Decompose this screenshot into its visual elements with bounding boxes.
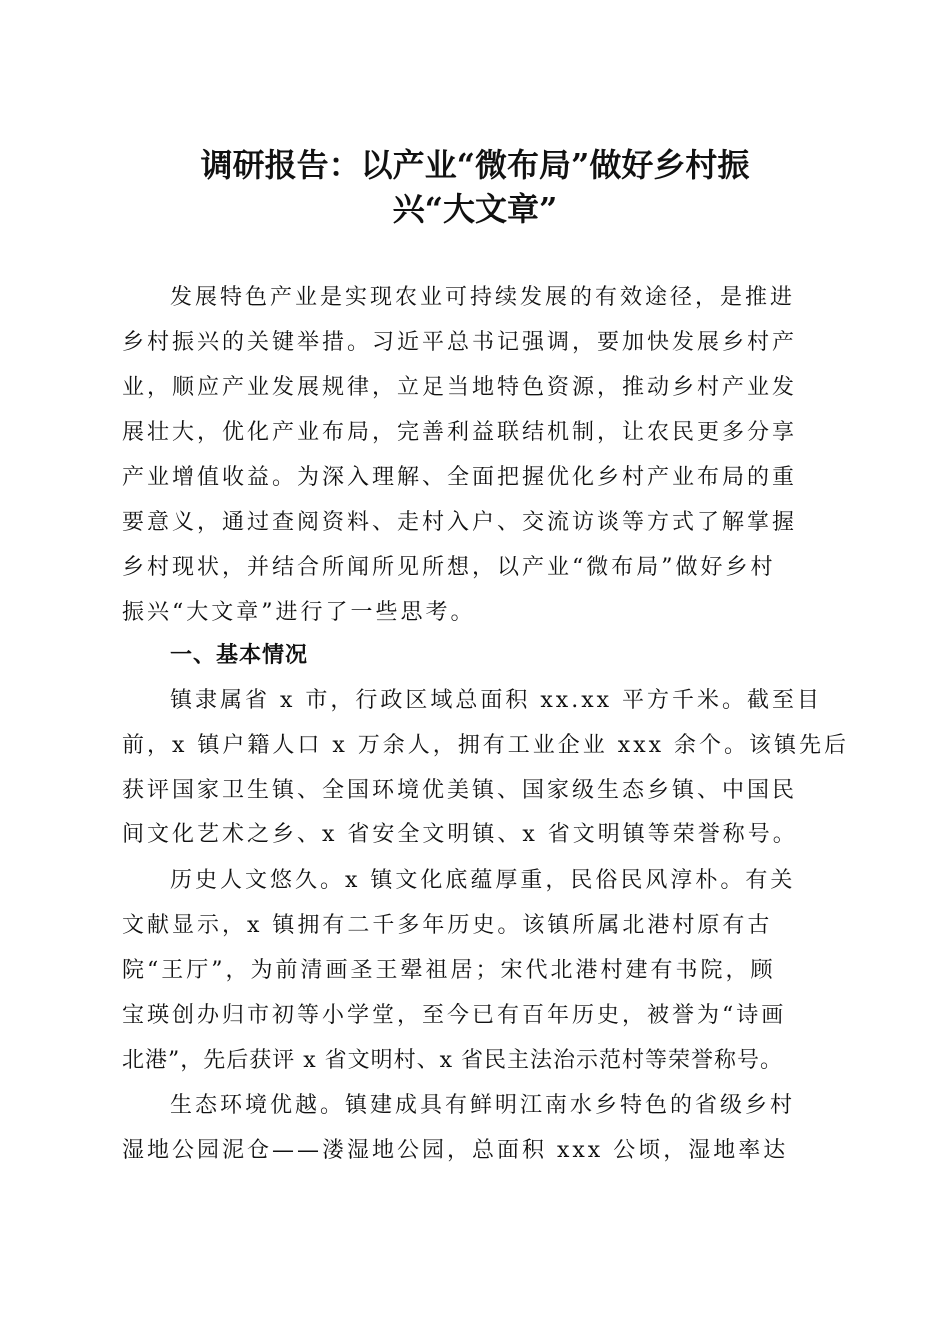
- basic-line: 前，x 镇户籍人口 x 万余人，拥有工业企业 xxx 余个。该镇先后: [122, 733, 850, 758]
- basic-line: 镇隶属省 x 市，行政区域总面积 xx.xx 平方千米。截至目: [170, 688, 823, 713]
- title-line-2: 兴“大文章”: [392, 190, 558, 228]
- history-line: 历史人文悠久。x 镇文化底蕴厚重，民俗民风淳朴。有关: [170, 868, 796, 893]
- intro-line: 乡村现状，并结合所闻所见所想，以产业“微布局”做好乡村: [122, 555, 776, 580]
- intro-line: 要意义，通过查阅资料、走村入户、交流访谈等方式了解掌握: [122, 510, 798, 535]
- basic-line: 获评国家卫生镇、全国环境优美镇、国家级生态乡镇、中国民: [122, 778, 798, 803]
- intro-line: 发展特色产业是实现农业可持续发展的有效途径，是推进: [170, 285, 796, 310]
- intro-line: 乡村振兴的关键举措。习近平总书记强调，要加快发展乡村产: [122, 330, 798, 355]
- intro-line: 展壮大，优化产业布局，完善利益联结机制，让农民更多分享: [122, 420, 798, 445]
- title-line-1: 调研报告：以产业“微布局”做好乡村振: [200, 146, 750, 184]
- ecology-line: 生态环境优越。镇建成具有鲜明江南水乡特色的省级乡村: [170, 1093, 796, 1118]
- section-heading: 一、基本情况: [170, 643, 309, 668]
- intro-line: 产业增值收益。为深入理解、全面把握优化乡村产业布局的重: [122, 465, 798, 490]
- history-line: 文献显示，x 镇拥有二千多年历史。该镇所属北港村原有古: [122, 913, 773, 938]
- basic-line: 间文化艺术之乡、x 省安全文明镇、x 省文明镇等荣誉称号。: [122, 822, 798, 847]
- intro-line: 振兴“大文章”进行了一些思考。: [122, 600, 476, 625]
- history-line: 院“王厅”，为前清画圣王翚祖居；宋代北港村建有书院，顾: [122, 958, 776, 983]
- history-line: 北港”，先后获评 x 省文明村、x 省民主法治示范村等荣誉称号。: [122, 1048, 784, 1073]
- history-line: 宝瑛创办归市初等小学堂，至今已有百年历史，被誉为“诗画: [122, 1003, 787, 1028]
- intro-line: 业，顺应产业发展规律，立足当地特色资源，推动乡村产业发: [122, 375, 798, 400]
- ecology-line: 湿地公园泥仓——溇湿地公园，总面积 xxx 公顷，湿地率达: [122, 1138, 789, 1163]
